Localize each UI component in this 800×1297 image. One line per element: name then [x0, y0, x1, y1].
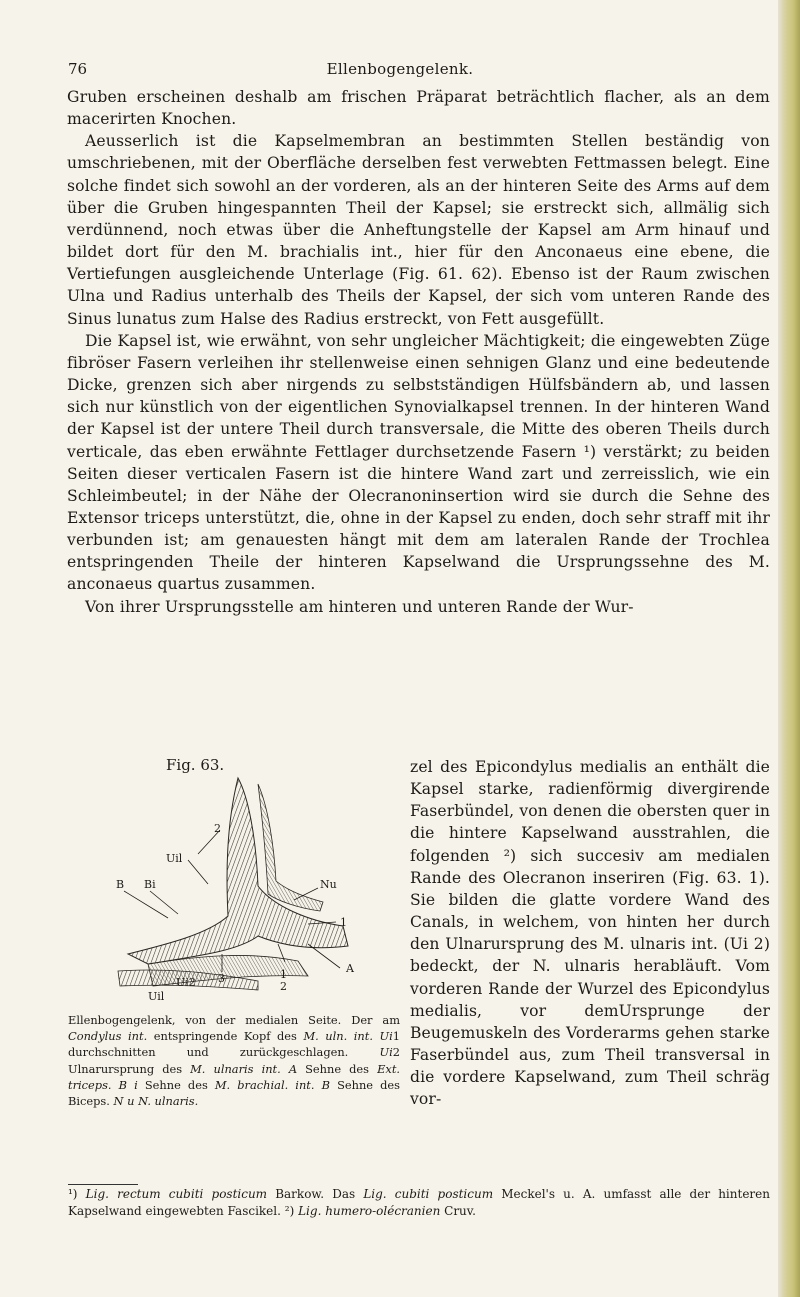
body-text: [67, 86, 770, 618]
caption-text: [314, 1078, 321, 1092]
paragraph-4-start: Von ihrer Ursprungsstelle am hinteren und unteren Rande der Wur-: [85, 597, 634, 616]
elbow-illustration: [108, 776, 404, 1006]
caption-text: Ulnarursprung des: [68, 1061, 191, 1076]
fig-label-3: 3: [218, 972, 225, 985]
caption-italic: A: [288, 1061, 298, 1076]
figure-caption: [68, 1012, 400, 1109]
figure-63: [108, 756, 404, 1006]
fig-label-2-bottom: 2: [280, 980, 287, 993]
running-title: Ellenbogengelenk.: [326, 60, 474, 78]
caption-text: Sehne des: [297, 1061, 378, 1076]
caption-italic: N. ulnaris.: [138, 1094, 199, 1109]
caption-text: durchschnitten und zurückgeschlagen.: [68, 1045, 380, 1060]
paragraph-3: Die Kapsel ist, wie erwähnt, von sehr ungleicher Mächtigkeit; die eingewebten Züge fibröser Fasern verleihen ihr stellenweise einen sehnigen Glanz und eine bedeutende Dicke, grenzen sich aber nirgends zu selbstständigen Hülfsbändern ab, und lassen sich nur künstlich von der eigentlichen Synovialkapsel trennen. In der hinteren Wand der Kapsel ist der untere Theil durch transversale, die Mitte des oberen Theils durch verticale, das eben erwähnte Fettlager durchsetzende Fasern ¹) verstärkt; zu beiden Seiten dieser verticalen Fasern ist die hintere Wand zart und zerreisslich, wie ein Schleimbeutel; in der Nähe der Olecranoninsertion wird sie durch die Sehne des Extensor triceps unterstützt, die, ohne in der Kapsel zu enden, doch sehr straff mit ihr verbunden ist; am genauesten hängt mit dem am lateralen Rande der Trochlea entspringenden Theile der hinteren Kapselwand die Ursprungssehne des M. anconaeus quartus zusammen.: [67, 331, 770, 594]
footnote-text: Das: [324, 1187, 364, 1201]
caption-text: [112, 1078, 119, 1092]
footnote-italic: Lig. rectum cubiti posticum: [85, 1187, 268, 1201]
caption-italic: B: [321, 1077, 330, 1092]
caption-text: entspringende Kopf des: [147, 1029, 304, 1044]
fig-label-2-top: 2: [214, 822, 221, 835]
caption-text: Ellenbogengelenk, von der medialen Seite. Der am: [68, 1013, 400, 1027]
caption-italic: Ui: [379, 1029, 393, 1044]
footnote-mark: ²): [280, 1204, 295, 1218]
fig-label-1-bottom: 1: [280, 968, 287, 981]
paragraph-2: Aeusserlich ist die Kapselmembran an bestimmten Stellen beständig von umschriebenen, mit der Oberfläche derselben fest verwebten Fettmassen belegt. Eine solche findet sich sowohl an der vorderen, als an der hinteren Seite des Arms auf dem über die Gruben hingespannten Theil der Kapsel; sie erstreckt sich, allmälig sich verdünnend, noch etwas über die Anheftungstelle der Kapsel am Arm hinauf und bildet dort für den M. brachialis int., hier für den Anconaeus eine ebene, die Vertiefungen ausgleichende Unterlage (Fig. 61. 62). Ebenso ist der Raum zwischen Ulna und Radius unterhalb des Theils der Kapsel, der sich vom unteren Rande des Sinus lunatus zum Halse des Radius erstreckt, von Fett ausgefüllt.: [67, 132, 770, 328]
caption-italic: Condylus int.: [68, 1029, 148, 1044]
caption-italic: N u: [113, 1094, 135, 1109]
fig-label-nu: Nu: [320, 878, 337, 891]
caption-italic: M. ulnaris int.: [190, 1061, 281, 1076]
figure-label: Fig. 63.: [166, 756, 225, 774]
caption-text: Sehne des Biceps.: [68, 1077, 400, 1109]
page-number: 76: [68, 60, 88, 78]
fig-label-bi: Bi: [144, 878, 156, 891]
footnotes: [68, 1186, 770, 1220]
caption-text: 2: [392, 1045, 400, 1060]
footnote-mark: ¹): [68, 1187, 78, 1201]
footnote-rule: [68, 1184, 138, 1185]
caption-text: [281, 1062, 289, 1076]
footnote-italic: Lig. humero-olécranien: [298, 1204, 441, 1218]
caption-italic: M. uln. int.: [303, 1029, 373, 1044]
caption-italic: Ui: [379, 1045, 393, 1060]
footnote-author: Barkow.: [267, 1187, 325, 1201]
footnote-italic: Lig. cubiti posticum: [363, 1187, 494, 1201]
caption-text: Sehne des: [137, 1077, 215, 1092]
fig-label-ui2: Ui2: [176, 976, 196, 989]
footnote-author: Cruv.: [440, 1204, 476, 1218]
fig-label-uil-bottom: Uil: [148, 990, 165, 1003]
footnote-author: Meckel's u. A.: [493, 1187, 596, 1201]
fig-label-1-right: 1: [340, 916, 347, 929]
page-edge: [778, 0, 800, 1297]
paragraph-1: Gruben erscheinen deshalb am frischen Präparat beträchtlich flacher, als an dem macerirten Knochen.: [67, 88, 770, 129]
caption-italic: B i: [118, 1077, 138, 1092]
wrap-paragraph: zel des Epicondylus medialis an enthält die Kapsel starke, radienförmig divergirende Faserbündel, von denen die obersten quer in die hintere Kapselwand ausstrahlen, die folgenden ²) sich succesiv am medialen Rande des Olecranon inseriren (Fig. 63. 1). Sie bilden die glatte vordere Wand des Canals, in welchem, von hinten her durch den Ulnarursprung des M. ulnaris int. (Ui 2) bedeckt, der N. ulnaris herabläuft. Vom vorderen Rande der Wurzel des Epicondylus medialis, vor demUrsprunge der Beugemuskeln des Vorderarms gehen starke Faserbündel aus, zum Theil transversal in die vordere Kapselwand, zum Theil schräg vor-: [410, 758, 770, 1109]
fig-label-uil-top: Uil: [166, 852, 183, 865]
caption-italic: Ext. triceps.: [68, 1061, 401, 1092]
caption-text: 1: [392, 1029, 401, 1044]
fig-label-a: A: [346, 962, 354, 975]
footnote-text: umfasst alle der hinteren Kapselwand eingewebten Fascikel.: [68, 1187, 770, 1218]
caption-italic: M. brachial. int.: [214, 1077, 315, 1092]
fig-label-b: B: [116, 878, 125, 891]
